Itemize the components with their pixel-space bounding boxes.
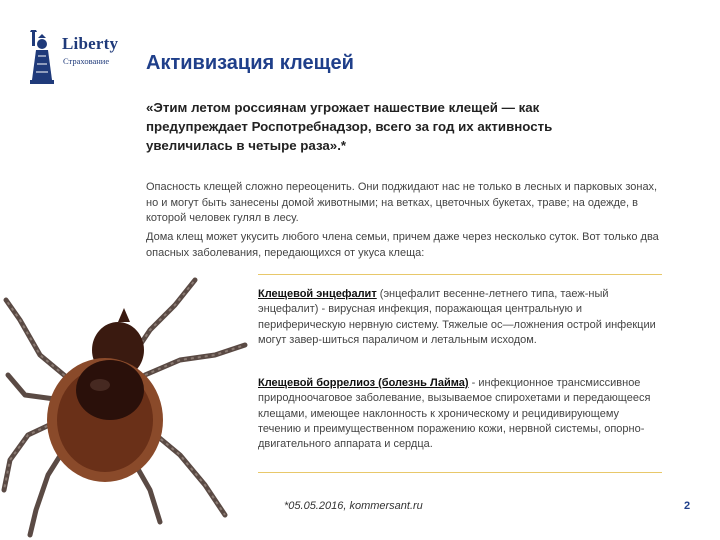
page-title: Активизация клещей bbox=[146, 52, 354, 74]
liberty-logo bbox=[26, 28, 136, 88]
disease-description: (энцефалит весенне-летнего типа, таеж-ный энцефалит) - вирусная инфекция, поражающая центральную и периферическую нервную систему. Тяжелые ос—ложнения острой инфекции могут завер-шиться параличом и летальным исходом. bbox=[258, 288, 656, 346]
disease-description: - инфекционное трансмиссивное природноочаговое заболевание, вызываемое спирохетами и передающееся клещами, имеющее наклонность к хроническому и рецидивирующему течению и преимущественном поражению кожи, нервной системы, опорно-двигательного аппарата и сердца. bbox=[258, 377, 651, 451]
disease-borreliosis bbox=[258, 376, 658, 452]
logo-text bbox=[62, 34, 119, 66]
disease-name: Клещевой энцефалит bbox=[258, 288, 377, 300]
logo-subtitle: Страхование bbox=[63, 56, 110, 66]
footnote: *05.05.2016, kommersant.ru bbox=[284, 500, 423, 512]
tick-illustration bbox=[0, 260, 270, 540]
quote: «Этим летом россиянам угрожает нашествие клещей — как предупреждает Роспотребнадзор, всего за год их активность увеличилась в четыре раза».* bbox=[146, 100, 553, 153]
paragraph-danger: Опасность клещей сложно переоценить. Они поджидают нас не только в лесных и парковых зонах, но и могут быть занесены домой животными; на ветках, цветочных букетах, траве; на одежде, в которой человек гулял в лесу. bbox=[146, 181, 658, 224]
divider-bottom bbox=[258, 472, 662, 473]
page-number: 2 bbox=[684, 500, 691, 512]
disease-encephalitis bbox=[258, 287, 658, 348]
statue-of-liberty-icon bbox=[26, 30, 58, 84]
disease-name: Клещевой боррелиоз (болезнь Лайма) bbox=[258, 377, 469, 389]
divider-top bbox=[258, 274, 662, 275]
logo-brand: Liberty bbox=[62, 34, 119, 53]
paragraph-bite: Дома клещ может укусить любого члена семьи, причем даже через несколько суток. Вот только два опасных заболевания, передающихся от укуса клеща: bbox=[146, 231, 659, 259]
